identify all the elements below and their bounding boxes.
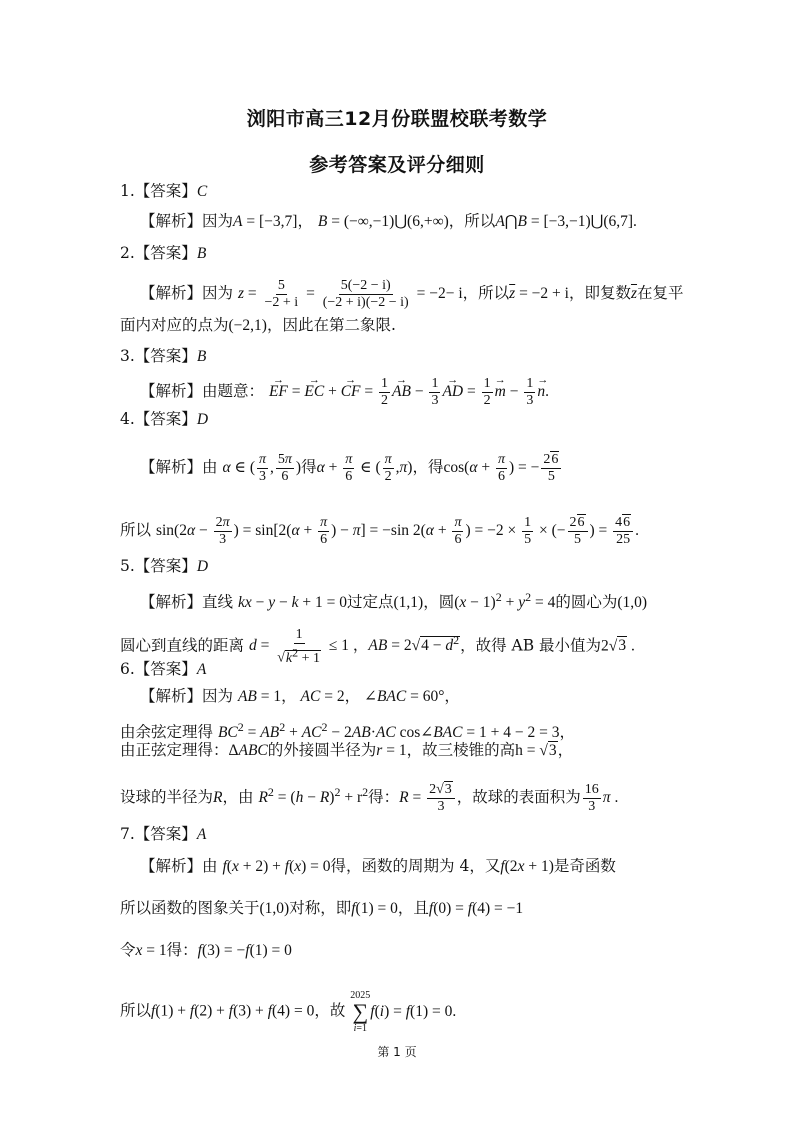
answer-line-6: 6.【答案】A bbox=[120, 660, 207, 678]
analysis-line-6b: 由余弦定理得 $BC^2 = AB^2 + AC^2 - 2AB\cdot AC$ cos∠BAC = 1 + 4 − 2 = 3， bbox=[120, 720, 575, 742]
answer-line-2: 2.【答案】B bbox=[120, 244, 207, 262]
analysis-line-1: 【解析】因为A = [−3,7]， B = (−∞,−1)⋃(6,+∞)，所以A⋂B = [−3,−1)⋃(6,7]. bbox=[140, 212, 637, 230]
analysis-line-7b: 所以函数的图象关于(1,0)对称，即f(1) = 0，且f(0) = f(4) = −1 bbox=[120, 899, 524, 917]
page-title: 浏阳市高三12月份联盟校联考数学 bbox=[246, 108, 548, 130]
analysis-line-6d: 设球的半径为R，由 $R^2 = (h - R)^2 + r^2$得：R = $\frac{2√3}{3}$ ，故球的表面积为 $\frac{16}{3}$ π . bbox=[120, 782, 619, 815]
analysis-line-2: 【解析】因为 z = $\frac{5}{-2 + i}$ = $\frac{5(-2 - i)}{(-2 + i)(-2 - i)}$ = −2− i，所以$\overline{z} = -2 + i$，即复数$\overline{z}$在复平 bbox=[140, 278, 684, 310]
analysis-line-7d: 所以f(1) + f(2) + f(3) + f(4) = 0，故 2025 ∑ i=1 f(i) = f(1) = 0. bbox=[120, 990, 457, 1034]
analysis-line-6c: 由正弦定理得：ΔABC的外接圆半径为r = 1，故三棱锥的高h = √3， bbox=[120, 741, 574, 759]
analysis-line-5: 【解析】直线 kx − y − k + 1 = 0过定点(1,1)，圆$(x - 1)^2 + y^2 = 4$的圆心为(1,0) bbox=[140, 590, 648, 612]
analysis-line-5b: 圆心到直线的距离 d = $\frac{1}{√k^2 + 1}$ ≤ 1 ，AB = $2√4 - d^2$，故得 AB 最小值为2√3 . bbox=[120, 627, 635, 666]
answer-line-3: 3.【答案】B bbox=[120, 347, 207, 365]
answer-line-7: 7.【答案】A bbox=[120, 825, 207, 843]
answer-line-1: 1.【答案】C bbox=[120, 182, 208, 200]
answer-line-5: 5.【答案】D bbox=[120, 557, 209, 575]
page-number: 1 bbox=[393, 1045, 401, 1059]
analysis-line-4: 【解析】由 α ∈ ( $\frac{\pi}{3}$ , $\frac{5\pi}{6}$ )得α + $\frac{\pi}{6}$ ∈ ( $\frac{\pi}{2}$ ,π)，得cos(α + $\frac{\pi}{6}$ ) = − $\frac{26}{5}$ bbox=[140, 452, 563, 485]
analysis-line-4b: 所以 sin(2α − $\frac{2\pi}{3}$ ) = sin[2(α + $\frac{\pi}{6}$ ) − π] = −sin 2(α + $\frac{\pi}{6}$ ) = −2 × $\frac{1}{5}$ × (− $\frac{26}{5}$ ) = $\frac{46}{25}$ . bbox=[120, 515, 640, 547]
analysis-line-6: 【解析】因为 AB = 1， AC = 2， ∠BAC = 60°， bbox=[140, 687, 460, 705]
analysis-line-7c: 令x = 1得：f(3) = −f(1) = 0 bbox=[120, 941, 292, 959]
page-subtitle: 参考答案及评分细则 bbox=[309, 154, 485, 176]
analysis-line-2b: 面内对应的点为(−2,1)，因此在第二象限. bbox=[120, 316, 396, 334]
page-footer: 第 1 页 bbox=[377, 1045, 417, 1059]
analysis-line-7: 【解析】由 f(x + 2) + f(x) = 0得，函数的周期为 4，又f(2x + 1)是奇函数 bbox=[140, 857, 616, 875]
analysis-line-3: 【解析】由题意： → EF = → EC + → CF = $\frac{1}{2}$ → AB − $\frac{1}{3}$ → AD = $\frac{1}{2}$ → m − $\frac{1}{3}$ → n. bbox=[140, 376, 549, 409]
answer-line-4: 4.【答案】D bbox=[120, 410, 209, 428]
